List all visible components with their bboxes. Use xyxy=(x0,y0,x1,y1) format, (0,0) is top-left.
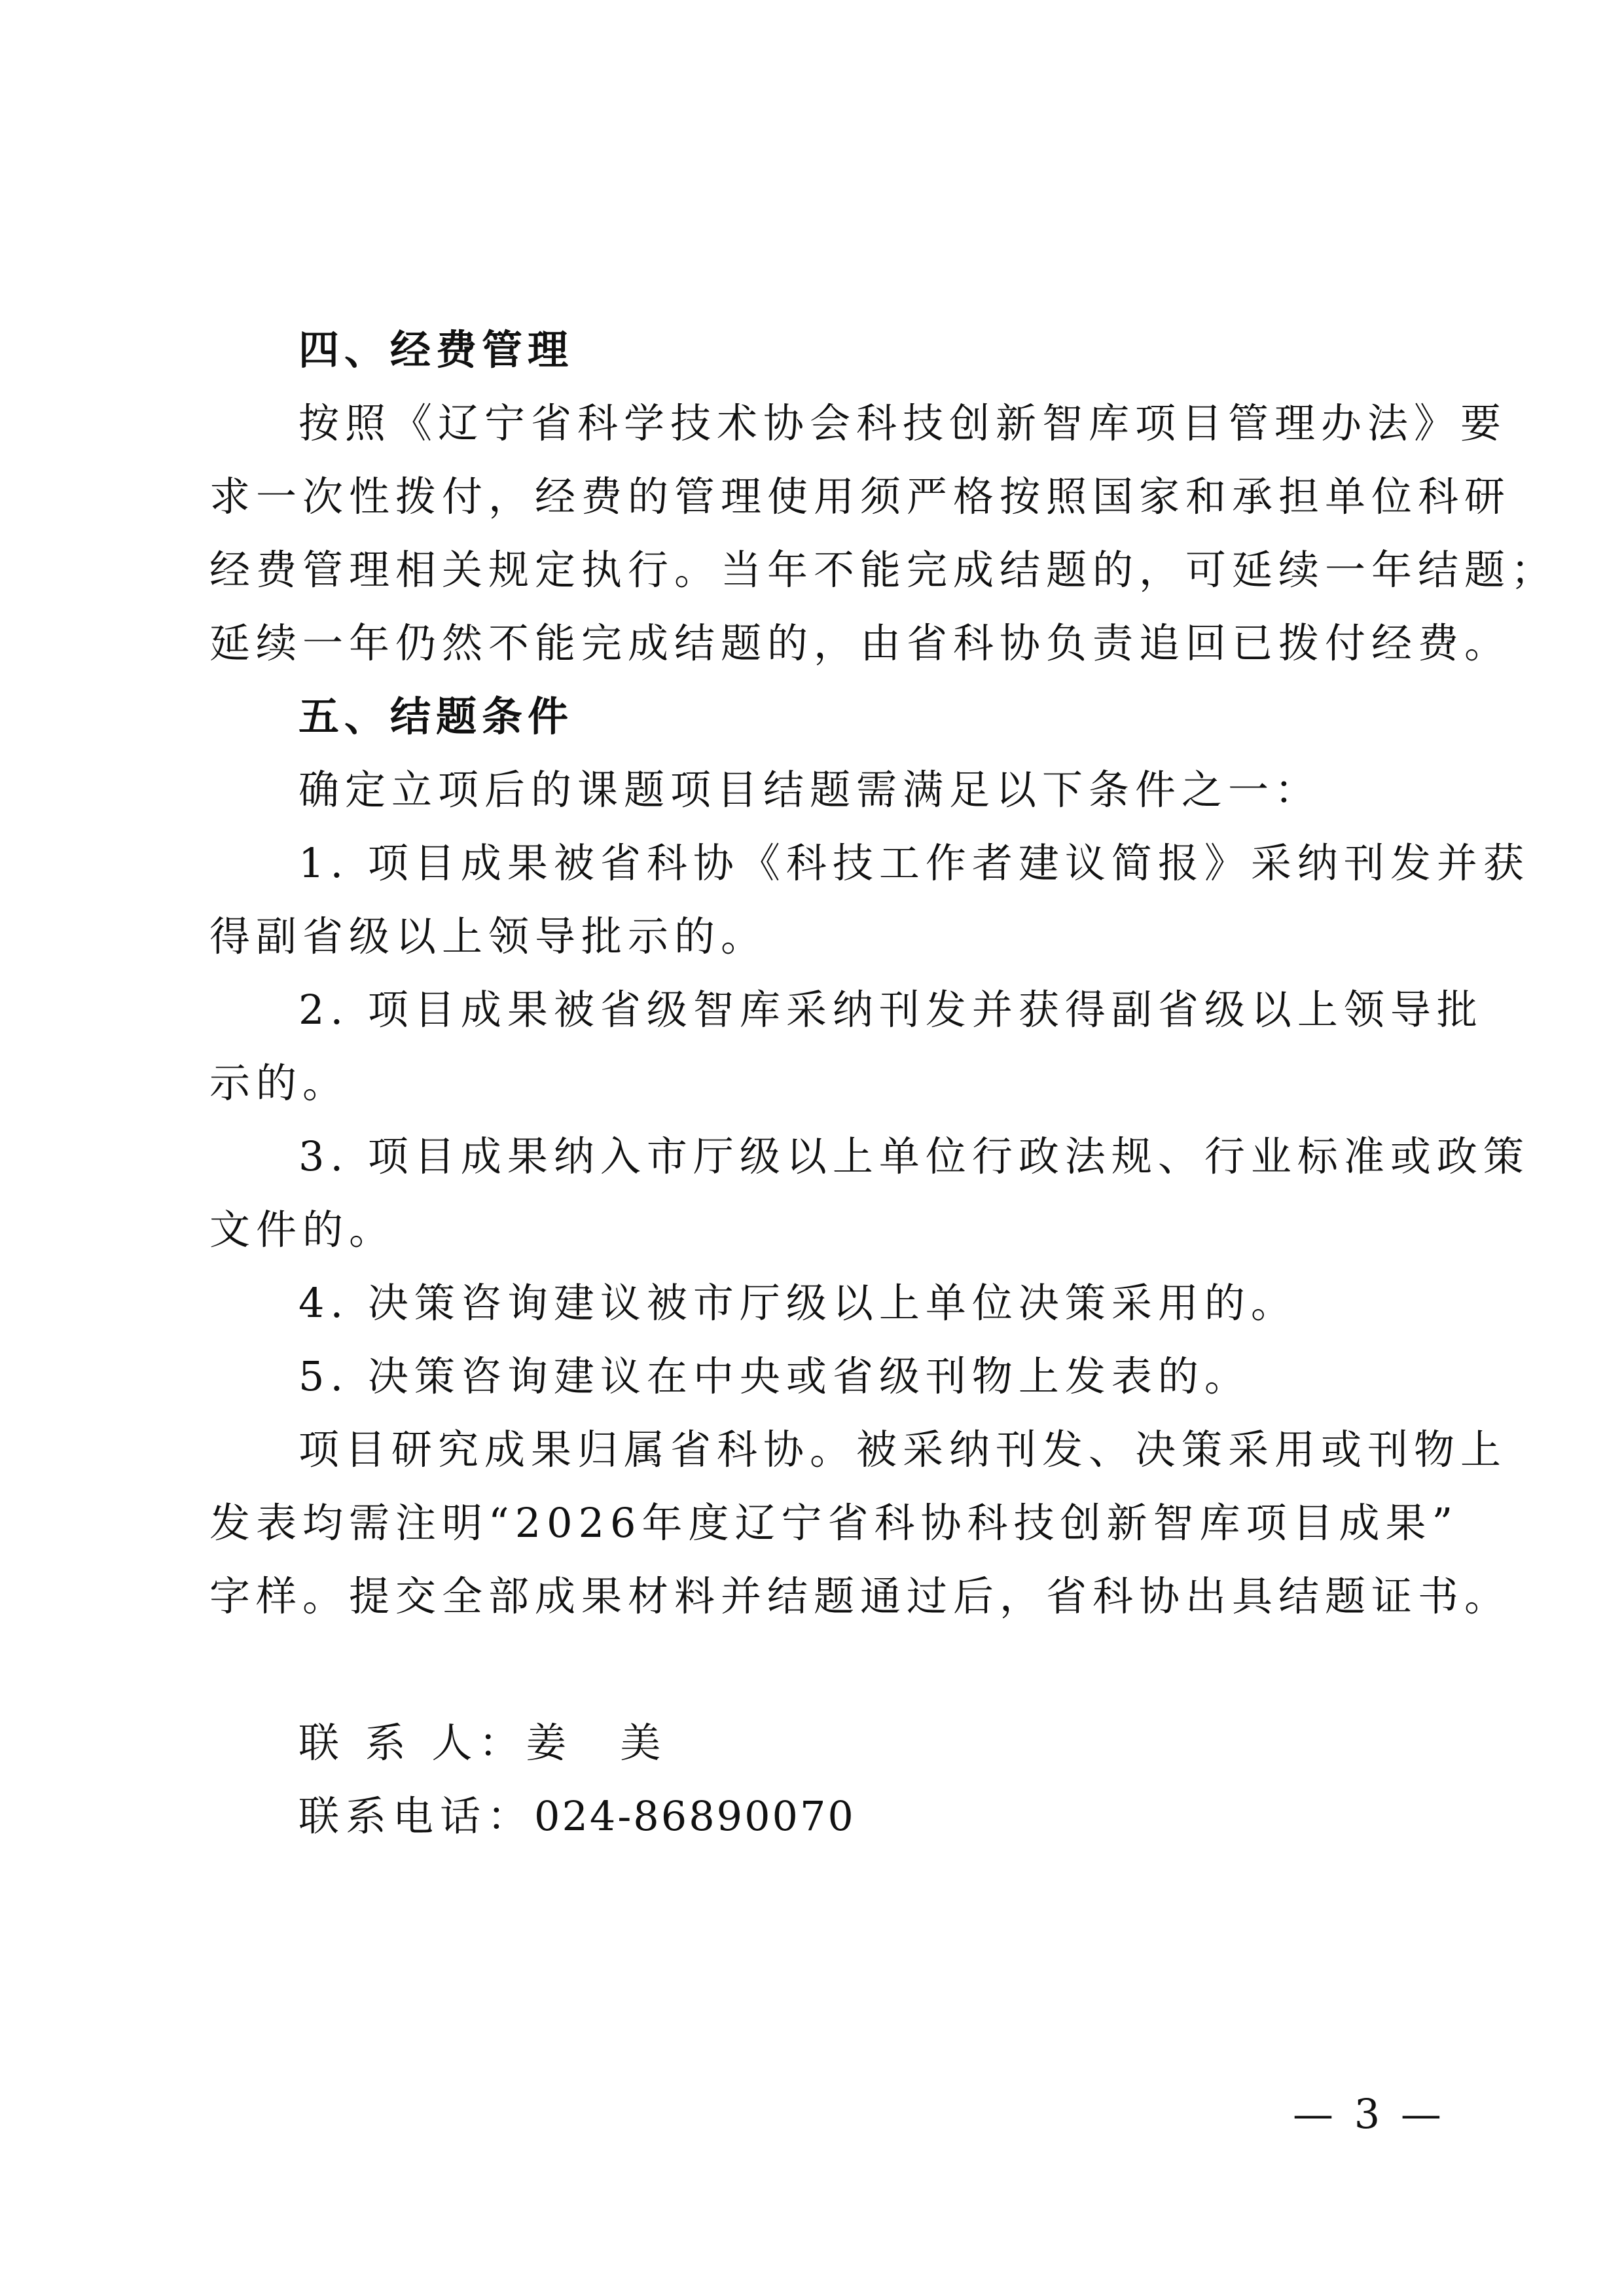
condition-item-1-line-2: 得副省级以上领导批示的。 xyxy=(209,912,768,960)
funding-line-1: 按照《辽宁省科学技术协会科技创新智库项目管理办法》要 xyxy=(298,399,1507,447)
section-heading-funding: 四、经费管理 xyxy=(298,326,574,374)
funding-line-3: 经费管理相关规定执行。当年不能完成结题的，可延续一年结题； xyxy=(209,546,1558,594)
condition-item-1-line-1: 1. 项目成果被省科协《科技工作者建议简报》采纳刊发并获 xyxy=(298,839,1530,887)
contact-phone-label: 联系电话： xyxy=(298,1792,535,1840)
section-heading-completion: 五、结题条件 xyxy=(298,693,574,740)
page-number: — 3 — xyxy=(1293,2090,1445,2138)
contact-person xyxy=(298,1717,667,1769)
contact-person-label: 联 系 人： xyxy=(298,1719,526,1767)
condition-item-2-line-2: 示的。 xyxy=(209,1059,350,1107)
condition-item-3-line-2: 文件的。 xyxy=(209,1206,396,1253)
funding-line-2: 求一次性拨付，经费的管理使用须严格按照国家和承担单位科研 xyxy=(209,473,1511,520)
contact-phone xyxy=(298,1790,856,1843)
condition-item-4: 4. 决策咨询建议被市厅级以上单位决策采用的。 xyxy=(298,1279,1297,1327)
contact-person-name: 姜 美 xyxy=(526,1719,668,1767)
condition-item-5: 5. 决策咨询建议在中央或省级刊物上发表的。 xyxy=(298,1352,1251,1400)
condition-item-3-line-1: 3. 项目成果纳入市厅级以上单位行政法规、行业标准或政策 xyxy=(298,1132,1530,1180)
completion-intro: 确定立项后的课题项目结题需满足以下条件之一： xyxy=(298,766,1322,814)
ownership-line-1: 项目研究成果归属省科协。被采纳刊发、决策采用或刊物上 xyxy=(298,1426,1507,1473)
contact-phone-number: 024-86890070 xyxy=(534,1792,856,1840)
funding-line-4: 延续一年仍然不能完成结题的，由省科协负责追回已拨付经费。 xyxy=(209,619,1511,667)
condition-item-2-line-1: 2. 项目成果被省级智库采纳刊发并获得副省级以上领导批 xyxy=(298,986,1483,1034)
ownership-line-2: 发表均需注明“2026年度辽宁省科协科技创新智库项目成果” xyxy=(209,1499,1459,1547)
ownership-line-3: 字样。提交全部成果材料并结题通过后，省科协出具结题证书。 xyxy=(209,1572,1511,1620)
